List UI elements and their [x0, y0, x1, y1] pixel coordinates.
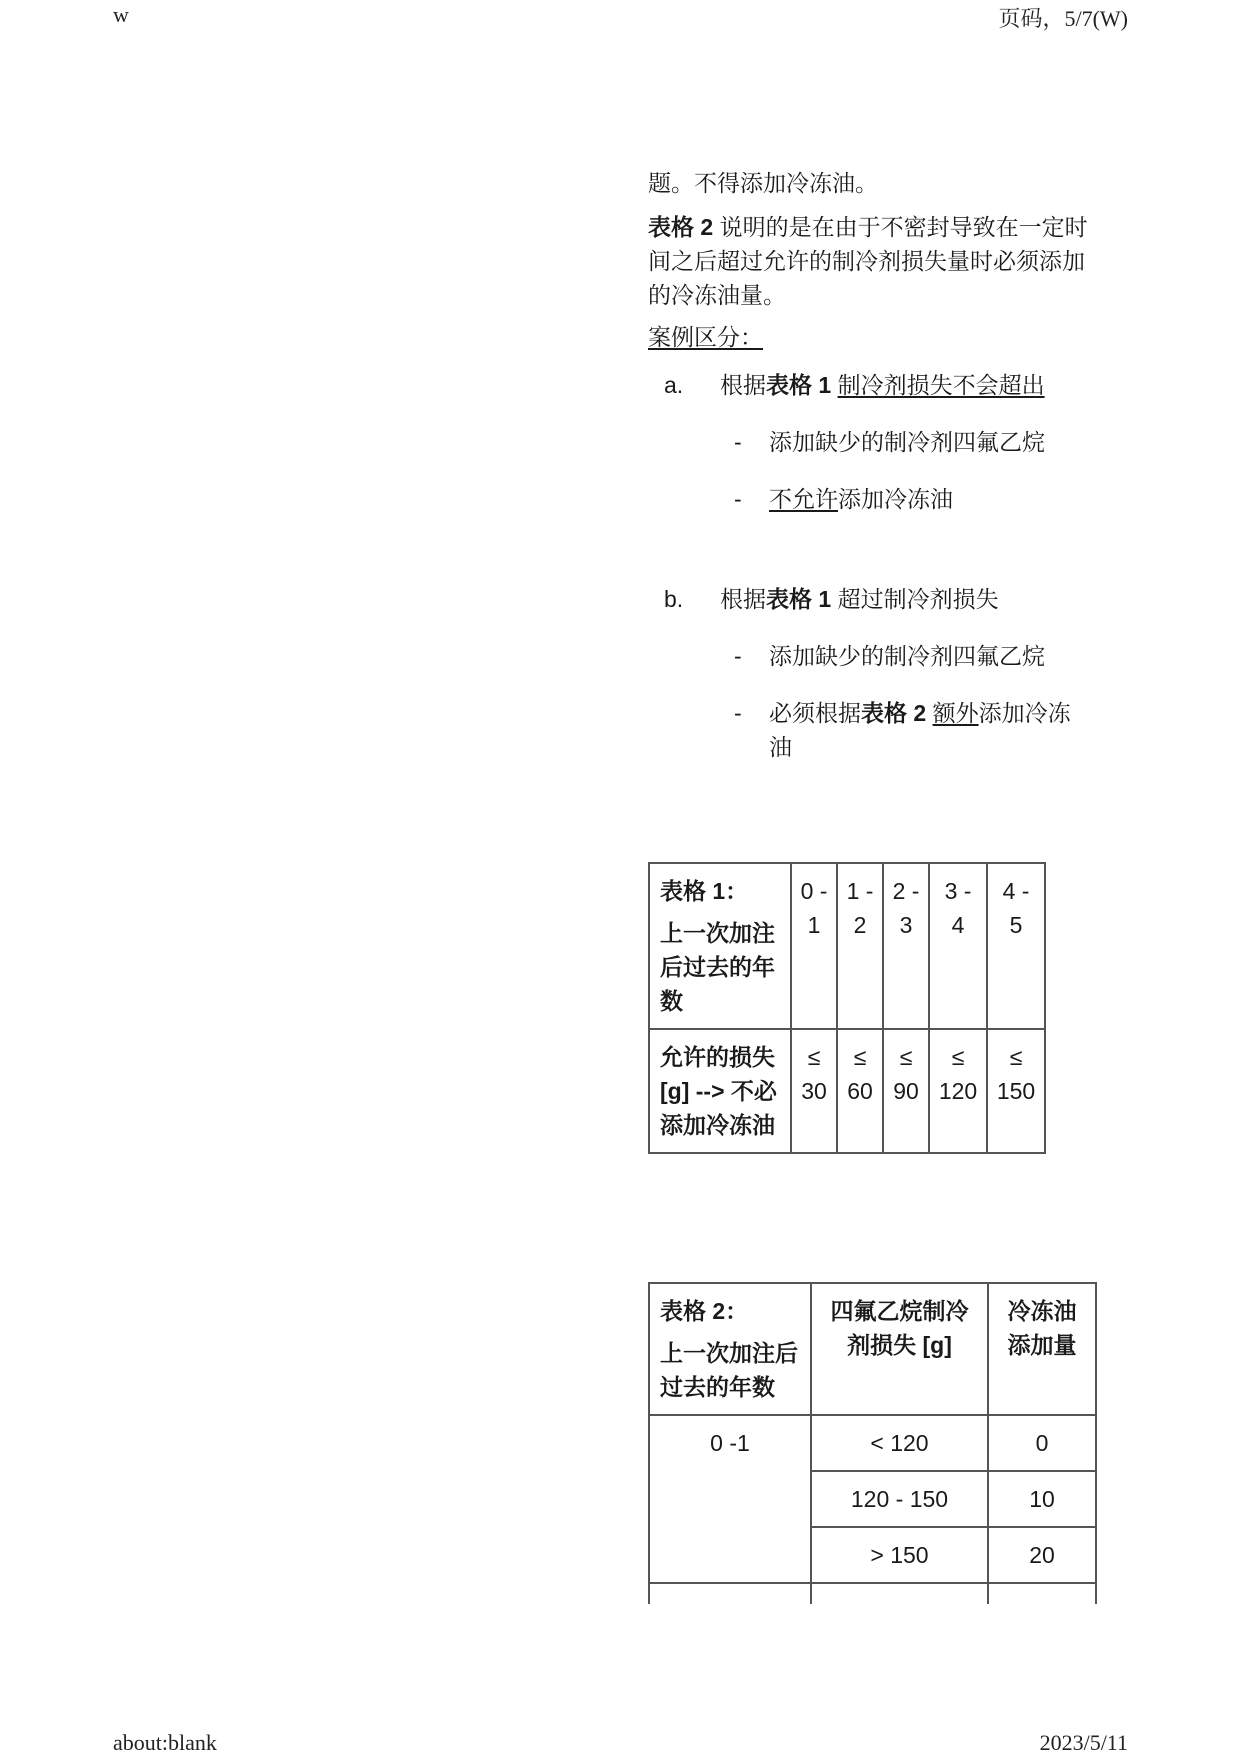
table2-col2-header: 四氟乙烷制冷剂损失 [g]: [811, 1283, 988, 1415]
table1-loss-cell: ≤ 30: [791, 1029, 837, 1153]
dash: -: [734, 486, 742, 512]
case-a-sub-2-text: 添加冷冻油: [838, 486, 953, 512]
dash: -: [734, 643, 742, 669]
body-text: [648, 166, 1088, 354]
dash: -: [734, 700, 742, 726]
cases-title: 案例区分：: [648, 324, 763, 350]
case-b-sub-2-text: 添加冷冻油: [769, 700, 1071, 760]
table1-loss-cell: ≤ 150: [987, 1029, 1045, 1153]
table1-year-cell: 1 - 2: [837, 863, 883, 1029]
header-page-number: 页码，5/7(W): [998, 6, 1128, 31]
footer-date: 2023/5/11: [1039, 1730, 1128, 1755]
table2-cut-cell: [649, 1583, 811, 1604]
table1-loss-cell: ≤ 90: [883, 1029, 929, 1153]
table2-title: 表格 2：: [660, 1298, 749, 1324]
table2-loss-cell: 120 - 150: [811, 1471, 988, 1527]
table2-loss-cell: > 150: [811, 1527, 988, 1583]
table1-loss-cell: ≤ 120: [929, 1029, 987, 1153]
paragraph-1: 题。不得添加冷冻油。: [648, 170, 878, 196]
table-row: [649, 1415, 1096, 1471]
case-b-prefix: 根据: [720, 586, 766, 612]
table2-oil-cell: 0: [988, 1415, 1096, 1471]
header-left: w: [113, 2, 129, 27]
table1-row2-label: 允许的损失 [g] --> 不必添加冷冻油: [649, 1029, 791, 1153]
case-a-prefix: 根据: [720, 372, 766, 398]
footer-url: about:blank: [113, 1730, 217, 1755]
table2-cut-cell: [988, 1583, 1096, 1604]
case-a-not-allowed: 不允许: [769, 486, 838, 512]
case-b-table-ref: 表格 1: [766, 586, 832, 612]
table-1: [648, 862, 1046, 1154]
table1-year-cell: 2 - 3: [883, 863, 929, 1029]
case-a-condition: 制冷剂损失不会超出: [837, 372, 1045, 398]
table2-ref: 表格 2: [648, 214, 714, 240]
dash: -: [734, 429, 742, 455]
table2-oil-cell: 10: [988, 1471, 1096, 1527]
table2-cut-cell: [811, 1583, 988, 1604]
table2-cut-row: [649, 1583, 1096, 1604]
paragraph-2: [648, 210, 1088, 312]
table2-label: 上一次加注后过去的年数: [660, 1340, 798, 1400]
table1-year-cell: 3 - 4: [929, 863, 987, 1029]
case-b-sub-1-text: 添加缺少的制冷剂四氟乙烷: [769, 643, 1045, 669]
paragraph-2-text: 说明的是在由于不密封导致在一定时间之后超过允许的制冷剂损失量时必须添加的冷冻油量。: [648, 214, 1088, 308]
case-a-sub-1-text: 添加缺少的制冷剂四氟乙烷: [769, 429, 1045, 455]
case-b-sub-2-table-ref: 表格 2: [861, 700, 927, 726]
table1-loss-cell: ≤ 60: [837, 1029, 883, 1153]
case-b-extra: 额外: [932, 700, 979, 726]
case-b-sub-2-prefix: 必须根据: [769, 700, 861, 726]
table-2: [648, 1282, 1097, 1604]
table1-row-years: [649, 863, 1045, 1029]
table2-years-cell: 0 -1: [649, 1415, 811, 1583]
table2-header-row: [649, 1283, 1096, 1415]
table2-col3-header: 冷冻油添加量: [988, 1283, 1096, 1415]
table2-oil-cell: 20: [988, 1527, 1096, 1583]
case-b-marker: b.: [664, 586, 684, 612]
case-a-table-ref: 表格 1: [766, 372, 832, 398]
table1-row1-header: [649, 863, 791, 1029]
table1-title: 表格 1：: [660, 878, 749, 904]
table2-header-cell: [649, 1283, 811, 1415]
case-a-marker: a.: [664, 372, 684, 398]
table1-row-losses: [649, 1029, 1045, 1153]
table1-year-cell: 0 - 1: [791, 863, 837, 1029]
table1-row1-label: 上一次加注后过去的年数: [660, 920, 775, 1014]
case-b-condition: 超过制冷剂损失: [831, 586, 999, 612]
table1-year-cell: 4 - 5: [987, 863, 1045, 1029]
table2-loss-cell: < 120: [811, 1415, 988, 1471]
